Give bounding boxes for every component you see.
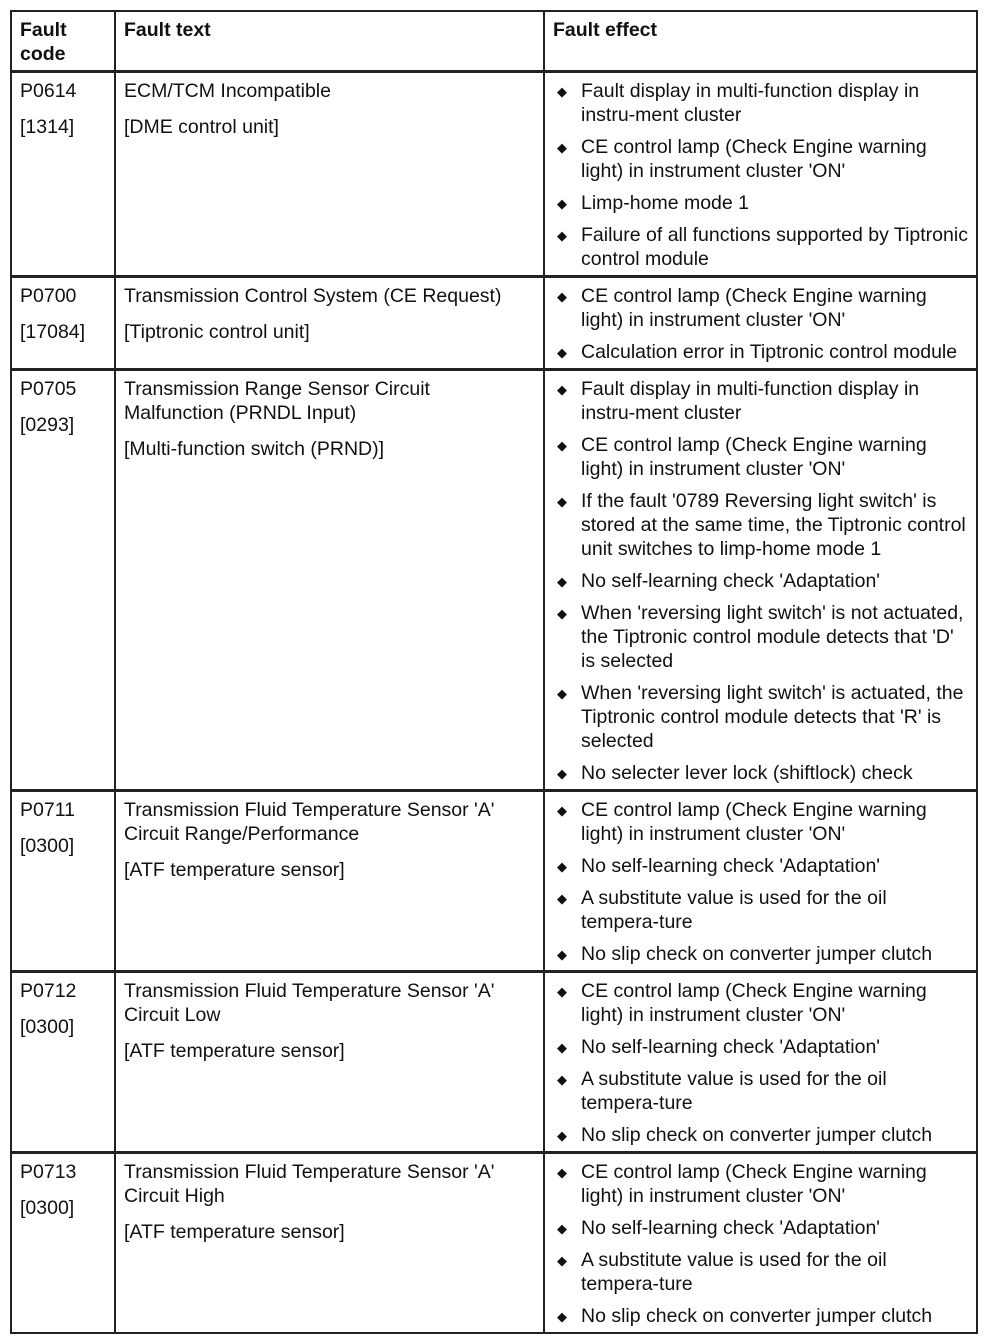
fault-component: [Multi-function switch (PRND)] bbox=[124, 438, 385, 460]
diamond-bullet-icon: ◆ bbox=[557, 438, 567, 453]
fault-effect-item bbox=[553, 1248, 968, 1296]
fault-text: Transmission Fluid Temperature Sensor 'A' Circuit Range/Performance bbox=[124, 799, 495, 845]
fault-text-cell bbox=[115, 1153, 544, 1334]
fault-effect-item bbox=[553, 854, 968, 878]
diamond-bullet-icon: ◆ bbox=[557, 84, 567, 99]
table-row bbox=[11, 370, 977, 791]
fault-effect-text: No slip check on converter jumper clutch bbox=[581, 1124, 933, 1146]
fault-effect-text: A substitute value is used for the oil tempera-ture bbox=[581, 1249, 887, 1295]
fault-code-cell bbox=[11, 1153, 115, 1334]
diamond-bullet-icon: ◆ bbox=[557, 766, 567, 781]
fault-effect-cell bbox=[544, 370, 977, 791]
fault-text-cell bbox=[115, 972, 544, 1153]
header-fault-code: Fault code bbox=[11, 11, 115, 72]
diamond-bullet-icon: ◆ bbox=[557, 345, 567, 360]
table-row bbox=[11, 791, 977, 972]
fault-text: Transmission Range Sensor Circuit Malfunction (PRNDL Input) bbox=[124, 378, 430, 424]
fault-text-cell bbox=[115, 791, 544, 972]
diamond-bullet-icon: ◆ bbox=[557, 1253, 567, 1268]
fault-effect-text: When 'reversing light switch' is not actuated, the Tiptronic control module detects that 'D' is selected bbox=[581, 602, 964, 672]
table-row bbox=[11, 1153, 977, 1334]
table-row bbox=[11, 72, 977, 277]
fault-effect-cell bbox=[544, 1153, 977, 1334]
fault-effect-text: CE control lamp (Check Engine warning light) in instrument cluster 'ON' bbox=[581, 434, 927, 480]
fault-effect-text: No self-learning check 'Adaptation' bbox=[581, 1036, 881, 1058]
diamond-bullet-icon: ◆ bbox=[557, 228, 567, 243]
fault-effect-item bbox=[553, 601, 968, 673]
fault-effect-text: Fault display in multi-function display in instru-ment cluster bbox=[581, 80, 920, 126]
fault-effect-item bbox=[553, 135, 968, 183]
fault-effect-item bbox=[553, 798, 968, 846]
fault-text: Transmission Fluid Temperature Sensor 'A' Circuit High bbox=[124, 1161, 495, 1207]
fault-effect-item bbox=[553, 79, 968, 127]
fault-code-internal: [17084] bbox=[20, 321, 86, 343]
fault-effect-item bbox=[553, 1304, 968, 1328]
diamond-bullet-icon: ◆ bbox=[557, 1128, 567, 1143]
fault-effect-text: No selecter lever lock (shiftlock) check bbox=[581, 762, 913, 784]
fault-effect-text: CE control lamp (Check Engine warning light) in instrument cluster 'ON' bbox=[581, 799, 927, 845]
fault-effect-list bbox=[553, 798, 968, 966]
fault-effect-text: CE control lamp (Check Engine warning light) in instrument cluster 'ON' bbox=[581, 980, 927, 1026]
fault-effect-text: No self-learning check 'Adaptation' bbox=[581, 1217, 881, 1239]
fault-table bbox=[10, 10, 978, 1334]
fault-code: P0614 bbox=[20, 80, 77, 102]
fault-code: P0700 bbox=[20, 285, 77, 307]
diamond-bullet-icon: ◆ bbox=[557, 574, 567, 589]
diamond-bullet-icon: ◆ bbox=[557, 803, 567, 818]
fault-code-internal: [0300] bbox=[20, 1197, 75, 1219]
fault-code-internal: [0300] bbox=[20, 835, 75, 857]
diamond-bullet-icon: ◆ bbox=[557, 891, 567, 906]
fault-effect-item bbox=[553, 942, 968, 966]
fault-code-internal: [0293] bbox=[20, 414, 75, 436]
fault-effect-item bbox=[553, 886, 968, 934]
fault-effect-text: No self-learning check 'Adaptation' bbox=[581, 570, 881, 592]
fault-effect-item bbox=[553, 377, 968, 425]
fault-effect-item bbox=[553, 1035, 968, 1059]
fault-code-cell bbox=[11, 370, 115, 791]
fault-effect-text: CE control lamp (Check Engine warning light) in instrument cluster 'ON' bbox=[581, 1161, 927, 1207]
fault-code: P0711 bbox=[20, 799, 75, 821]
diamond-bullet-icon: ◆ bbox=[557, 947, 567, 962]
fault-component: [ATF temperature sensor] bbox=[124, 1040, 345, 1062]
fault-effect-list bbox=[553, 79, 968, 271]
diamond-bullet-icon: ◆ bbox=[557, 859, 567, 874]
fault-component: [ATF temperature sensor] bbox=[124, 1221, 345, 1243]
table-row bbox=[11, 972, 977, 1153]
fault-effect-text: A substitute value is used for the oil tempera-ture bbox=[581, 887, 887, 933]
fault-code-cell bbox=[11, 72, 115, 277]
diamond-bullet-icon: ◆ bbox=[557, 494, 567, 509]
diamond-bullet-icon: ◆ bbox=[557, 686, 567, 701]
fault-effect-text: CE control lamp (Check Engine warning light) in instrument cluster 'ON' bbox=[581, 285, 927, 331]
fault-code-cell bbox=[11, 972, 115, 1153]
fault-effect-item bbox=[553, 569, 968, 593]
diamond-bullet-icon: ◆ bbox=[557, 606, 567, 621]
fault-code-cell bbox=[11, 791, 115, 972]
diamond-bullet-icon: ◆ bbox=[557, 382, 567, 397]
fault-effect-list bbox=[553, 1160, 968, 1328]
header-row bbox=[11, 11, 977, 72]
diamond-bullet-icon: ◆ bbox=[557, 984, 567, 999]
fault-effect-item bbox=[553, 223, 968, 271]
fault-code-internal: [0300] bbox=[20, 1016, 75, 1038]
fault-code: P0712 bbox=[20, 980, 77, 1002]
fault-effect-text: A substitute value is used for the oil tempera-ture bbox=[581, 1068, 887, 1114]
diamond-bullet-icon: ◆ bbox=[557, 1072, 567, 1087]
fault-text: ECM/TCM Incompatible bbox=[124, 80, 331, 102]
fault-effect-list bbox=[553, 284, 968, 364]
fault-text-cell bbox=[115, 72, 544, 277]
diamond-bullet-icon: ◆ bbox=[557, 1221, 567, 1236]
fault-text-cell bbox=[115, 370, 544, 791]
fault-effect-item bbox=[553, 979, 968, 1027]
fault-code: P0705 bbox=[20, 378, 77, 400]
fault-effect-cell bbox=[544, 791, 977, 972]
fault-effect-item bbox=[553, 340, 968, 364]
fault-effect-text: Failure of all functions supported by Tiptronic control module bbox=[581, 224, 968, 270]
fault-effect-text: No slip check on converter jumper clutch bbox=[581, 1305, 933, 1327]
fault-effect-item bbox=[553, 1123, 968, 1147]
fault-effect-item bbox=[553, 284, 968, 332]
fault-effect-cell bbox=[544, 72, 977, 277]
fault-effect-item bbox=[553, 433, 968, 481]
fault-component: [Tiptronic control unit] bbox=[124, 321, 310, 343]
fault-code-internal: [1314] bbox=[20, 116, 75, 138]
fault-code: P0713 bbox=[20, 1161, 77, 1183]
fault-text: Transmission Control System (CE Request) bbox=[124, 285, 502, 307]
fault-effect-text: Limp-home mode 1 bbox=[581, 192, 749, 214]
fault-effect-text: Fault display in multi-function display in instru-ment cluster bbox=[581, 378, 920, 424]
fault-effect-cell bbox=[544, 277, 977, 370]
fault-code-cell bbox=[11, 277, 115, 370]
diamond-bullet-icon: ◆ bbox=[557, 140, 567, 155]
fault-effect-text: If the fault '0789 Reversing light switch' is stored at the same time, the Tiptronic control unit switches to limp-home mode 1 bbox=[581, 490, 966, 560]
fault-effect-item bbox=[553, 191, 968, 215]
fault-effect-text: CE control lamp (Check Engine warning light) in instrument cluster 'ON' bbox=[581, 136, 927, 182]
fault-text-cell bbox=[115, 277, 544, 370]
fault-effect-item bbox=[553, 1067, 968, 1115]
fault-effect-item bbox=[553, 761, 968, 785]
fault-component: [DME control unit] bbox=[124, 116, 279, 138]
fault-effect-list bbox=[553, 979, 968, 1147]
fault-effect-item bbox=[553, 489, 968, 561]
fault-component: [ATF temperature sensor] bbox=[124, 859, 345, 881]
diamond-bullet-icon: ◆ bbox=[557, 196, 567, 211]
fault-effect-list bbox=[553, 377, 968, 785]
fault-effect-item bbox=[553, 1160, 968, 1208]
table-row bbox=[11, 277, 977, 370]
fault-table-body bbox=[11, 72, 977, 1334]
fault-effect-text: When 'reversing light switch' is actuated, the Tiptronic control module detects that 'R' is selected bbox=[581, 682, 964, 752]
header-fault-text: Fault text bbox=[115, 11, 544, 72]
diamond-bullet-icon: ◆ bbox=[557, 1040, 567, 1055]
fault-effect-cell bbox=[544, 972, 977, 1153]
diamond-bullet-icon: ◆ bbox=[557, 289, 567, 304]
fault-effect-item bbox=[553, 681, 968, 753]
fault-effect-text: Calculation error in Tiptronic control module bbox=[581, 341, 958, 363]
header-fault-effect: Fault effect bbox=[544, 11, 977, 72]
fault-effect-item bbox=[553, 1216, 968, 1240]
diamond-bullet-icon: ◆ bbox=[557, 1165, 567, 1180]
diamond-bullet-icon: ◆ bbox=[557, 1309, 567, 1324]
fault-effect-text: No self-learning check 'Adaptation' bbox=[581, 855, 881, 877]
fault-effect-text: No slip check on converter jumper clutch bbox=[581, 943, 933, 965]
fault-text: Transmission Fluid Temperature Sensor 'A' Circuit Low bbox=[124, 980, 495, 1026]
